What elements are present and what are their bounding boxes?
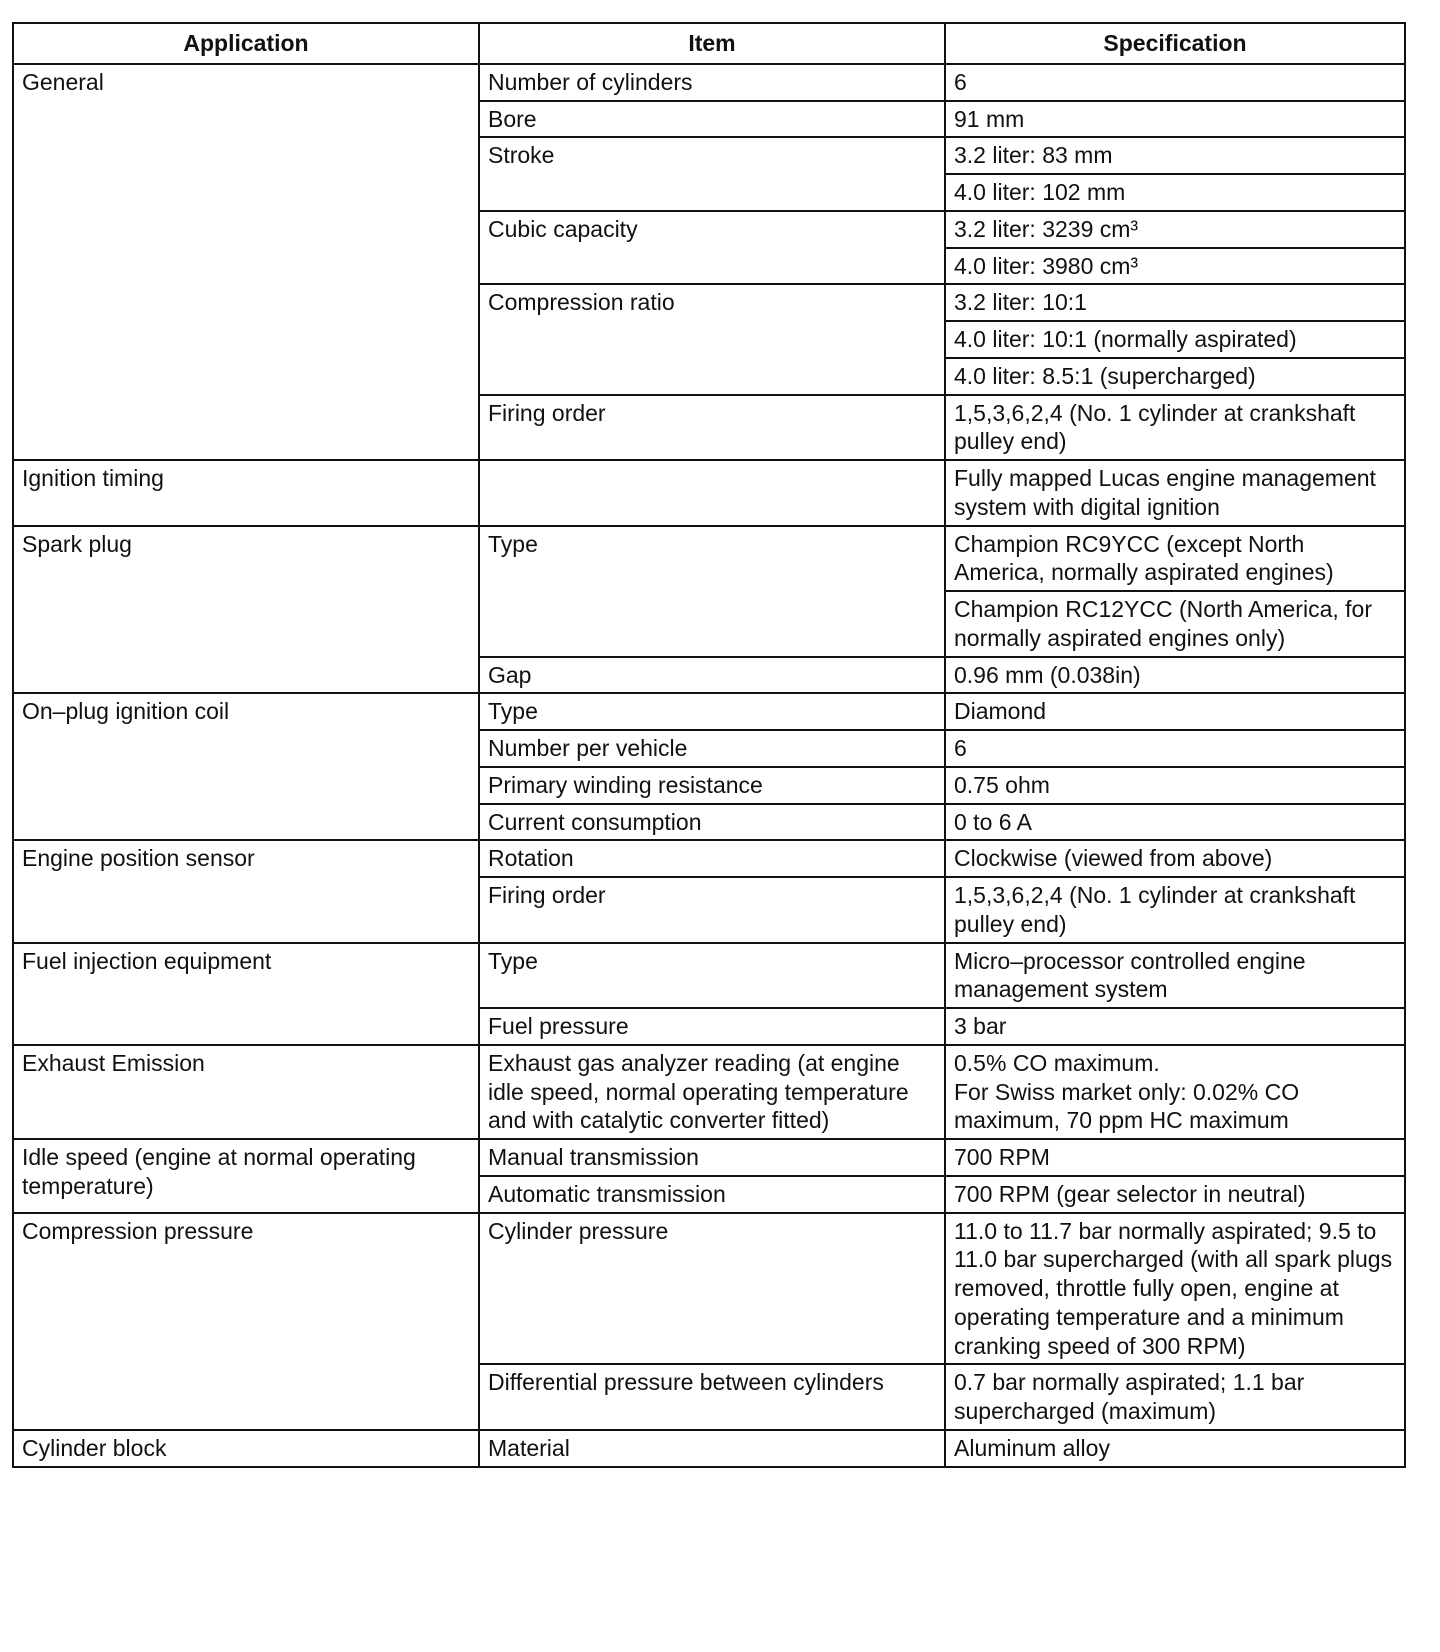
engine-specification-table [12,22,1406,1468]
specification-cell: Diamond [945,693,1405,730]
header-specification: Specification [945,23,1405,64]
item-cell: Material [479,1430,945,1467]
table-row [13,1213,1405,1365]
item-cell: Firing order [479,395,945,461]
table-row [13,1430,1405,1467]
application-cell: General [13,64,479,460]
specification-cell: 700 RPM [945,1139,1405,1176]
application-cell: Cylinder block [13,1430,479,1467]
item-cell: Cubic capacity [479,211,945,285]
specification-cell: 3 bar [945,1008,1405,1045]
specification-cell: 6 [945,64,1405,101]
specification-cell: 4.0 liter: 102 mm [945,174,1405,211]
table-row [13,526,1405,592]
specification-cell: 0 to 6 A [945,804,1405,841]
item-cell: Type [479,943,945,1009]
specification-cell: 4.0 liter: 8.5:1 (supercharged) [945,358,1405,395]
specification-cell: 0.75 ohm [945,767,1405,804]
table-row [13,840,1405,877]
item-cell: Type [479,693,945,730]
item-cell: Cylinder pressure [479,1213,945,1365]
table-row [13,64,1405,101]
application-cell: Exhaust Emission [13,1045,479,1139]
application-cell: Ignition timing [13,460,479,526]
item-cell: Manual transmission [479,1139,945,1176]
item-cell: Primary winding resistance [479,767,945,804]
specification-cell: 4.0 liter: 10:1 (normally aspirated) [945,321,1405,358]
application-cell: Spark plug [13,526,479,694]
table-row [13,1139,1405,1176]
application-cell: On–plug ignition coil [13,693,479,840]
specification-cell: 700 RPM (gear selector in neutral) [945,1176,1405,1213]
specification-cell: 3.2 liter: 10:1 [945,284,1405,321]
table-row [13,460,1405,526]
table-row [13,943,1405,1009]
table-row [13,693,1405,730]
specification-cell: 6 [945,730,1405,767]
specification-cell: Micro–processor controlled engine management system [945,943,1405,1009]
application-cell: Compression pressure [13,1213,479,1430]
item-cell: Differential pressure between cylinders [479,1364,945,1430]
item-cell: Automatic transmission [479,1176,945,1213]
table-body [13,64,1405,1467]
specification-cell: 91 mm [945,101,1405,138]
specification-cell: Clockwise (viewed from above) [945,840,1405,877]
header-item: Item [479,23,945,64]
specification-cell: 1,5,3,6,2,4 (No. 1 cylinder at crankshaft pulley end) [945,395,1405,461]
specification-cell: Fully mapped Lucas engine management system with digital ignition [945,460,1405,526]
item-cell [479,460,945,526]
item-cell: Rotation [479,840,945,877]
item-cell: Current consumption [479,804,945,841]
item-cell: Stroke [479,137,945,211]
specification-cell: Aluminum alloy [945,1430,1405,1467]
specification-cell: 3.2 liter: 3239 cm³ [945,211,1405,248]
specification-cell: 11.0 to 11.7 bar normally aspirated; 9.5 to 11.0 bar supercharged (with all spark plugs removed, throttle fully open, engine at operating temperature and a minimum cranking speed of 300 RPM) [945,1213,1405,1365]
specification-cell: Champion RC12YCC (North America, for normally aspirated engines only) [945,591,1405,657]
item-cell: Bore [479,101,945,138]
header-application: Application [13,23,479,64]
specification-cell: 0.5% CO maximum. For Swiss market only: 0.02% CO maximum, 70 ppm HC maximum [945,1045,1405,1139]
item-cell: Number per vehicle [479,730,945,767]
specification-cell: 4.0 liter: 3980 cm³ [945,248,1405,285]
table-row [13,1045,1405,1139]
specification-cell: 0.96 mm (0.038in) [945,657,1405,694]
header-row [13,23,1405,64]
specification-cell: 3.2 liter: 83 mm [945,137,1405,174]
item-cell: Number of cylinders [479,64,945,101]
application-cell: Fuel injection equipment [13,943,479,1045]
item-cell: Gap [479,657,945,694]
specification-cell: 1,5,3,6,2,4 (No. 1 cylinder at crankshaft pulley end) [945,877,1405,943]
specification-cell: 0.7 bar normally aspirated; 1.1 bar supercharged (maximum) [945,1364,1405,1430]
item-cell: Type [479,526,945,657]
specification-cell: Champion RC9YCC (except North America, normally aspirated engines) [945,526,1405,592]
item-cell: Firing order [479,877,945,943]
item-cell: Compression ratio [479,284,945,394]
application-cell: Idle speed (engine at normal operating temperature) [13,1139,479,1213]
item-cell: Exhaust gas analyzer reading (at engine idle speed, normal operating temperature and with catalytic converter fitted) [479,1045,945,1139]
item-cell: Fuel pressure [479,1008,945,1045]
application-cell: Engine position sensor [13,840,479,942]
